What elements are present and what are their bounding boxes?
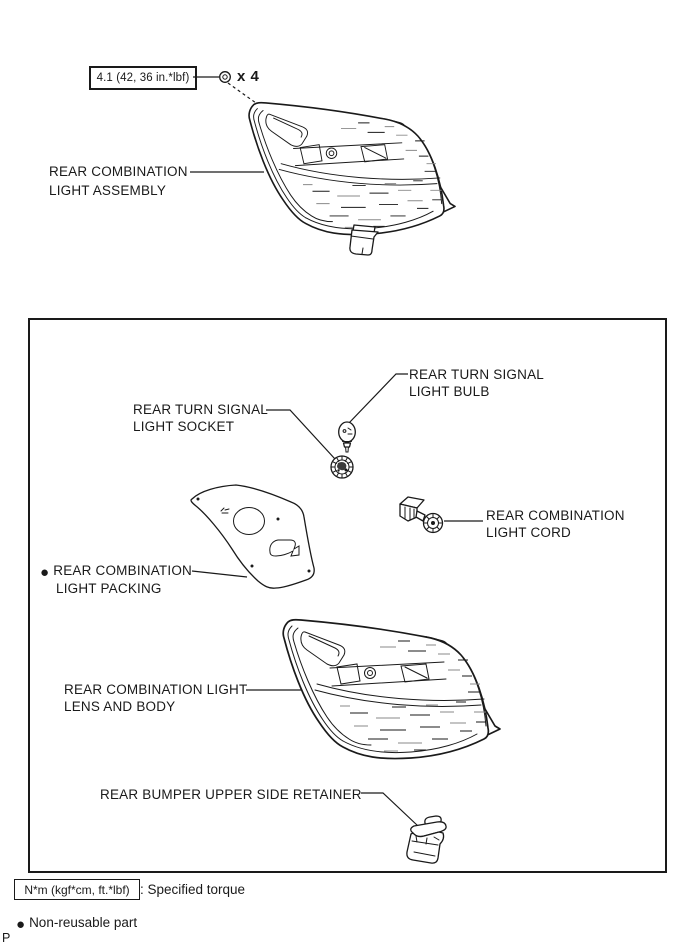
cord-label-line1: REAR COMBINATION bbox=[486, 508, 625, 523]
socket-label bbox=[133, 401, 268, 435]
screw-dashed-line bbox=[228, 83, 256, 103]
assembly-label-line1: REAR COMBINATION bbox=[49, 164, 188, 179]
taillight-assembly-drawing bbox=[249, 103, 455, 235]
cord-label-line2: LIGHT CORD bbox=[486, 525, 572, 540]
torque-spec-box bbox=[89, 66, 197, 90]
bulb-label-line2: LIGHT BULB bbox=[409, 384, 490, 399]
turn-signal-bulb-drawing bbox=[339, 422, 356, 452]
retainer-drawing bbox=[407, 816, 446, 863]
turn-signal-socket-drawing bbox=[331, 456, 353, 478]
page-marker: P bbox=[2, 931, 11, 945]
socket-label-line1: REAR TURN SIGNAL bbox=[133, 402, 268, 417]
retainer-label: REAR BUMPER UPPER SIDE RETAINER bbox=[100, 787, 362, 802]
non-reusable-legend-icon: ● bbox=[16, 916, 26, 933]
torque-spec-value: 4.1 (42, 36 in.*lbf) bbox=[96, 72, 190, 84]
lens-body-drawing bbox=[283, 620, 500, 759]
assembly-label-line2: LIGHT ASSEMBLY bbox=[49, 183, 167, 198]
retainer-leader-line bbox=[361, 793, 418, 826]
cord-drawing bbox=[400, 497, 443, 533]
cord-label bbox=[486, 507, 625, 541]
packing-leader-line bbox=[192, 571, 247, 577]
fastener-count: x 4 bbox=[237, 68, 260, 85]
lens-label-line2: LENS AND BODY bbox=[64, 699, 176, 714]
lens-body-label bbox=[64, 681, 247, 715]
socket-leader-line bbox=[266, 410, 335, 459]
legend-non-reusable: ● Non-reusable part bbox=[16, 915, 138, 933]
bulb-label bbox=[409, 366, 544, 400]
packing-label-line2: LIGHT PACKING bbox=[56, 581, 162, 596]
non-reusable-dot-icon: ● bbox=[40, 564, 50, 581]
socket-label-line2: LIGHT SOCKET bbox=[133, 419, 235, 434]
legend-torque-symbol: N*m (kgf*cm, ft.*lbf) bbox=[24, 882, 130, 897]
legend-torque-meaning: : Specified torque bbox=[140, 882, 246, 897]
lens-label-line1: REAR COMBINATION LIGHT bbox=[64, 682, 248, 697]
packing-label bbox=[40, 562, 192, 597]
legend-torque-symbol-box bbox=[14, 879, 140, 900]
screw-icon bbox=[220, 72, 231, 83]
bulb-label-line1: REAR TURN SIGNAL bbox=[409, 367, 544, 382]
assembly-label bbox=[49, 162, 188, 200]
bulb-leader-line bbox=[348, 374, 408, 424]
assembly-bracket-drawing bbox=[350, 225, 378, 255]
packing-label-line1: ● REAR COMBINATION bbox=[40, 563, 192, 581]
